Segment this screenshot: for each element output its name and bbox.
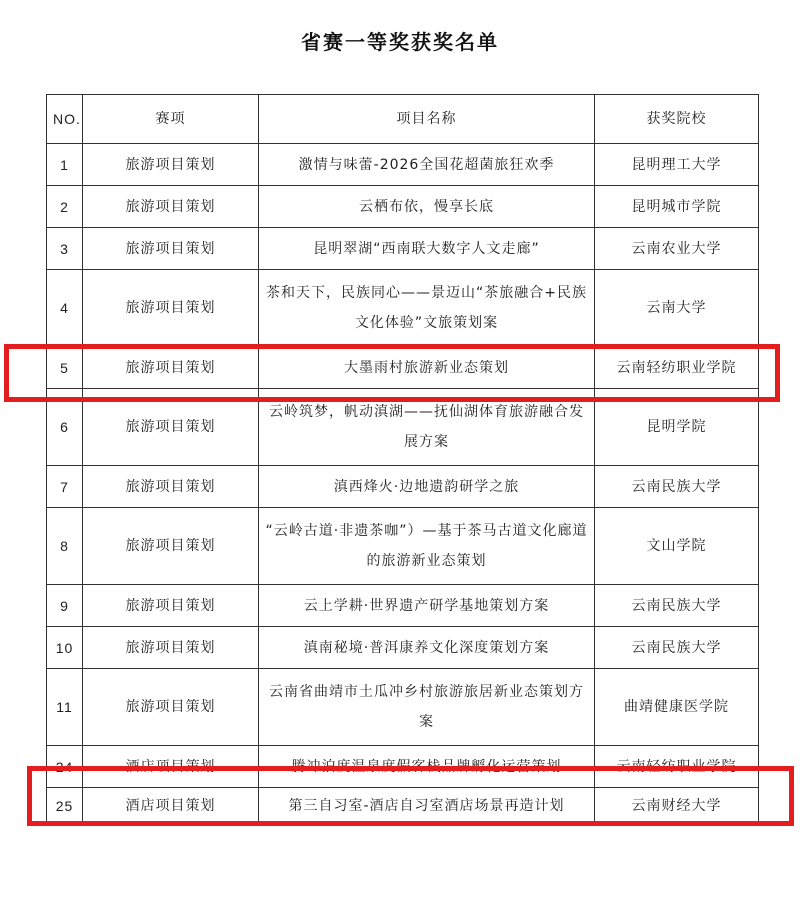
- cell-project: 云栖布依，慢享长底: [259, 186, 595, 228]
- cell-project: 茶和天下，民族同心——景迈山“茶旅融合+民族文化体验”文旅策划案: [259, 270, 595, 347]
- table-row: [47, 186, 759, 228]
- cell-event: 旅游项目策划: [83, 270, 259, 347]
- table-row: [47, 270, 759, 347]
- cell-no: 7: [47, 466, 83, 508]
- cell-event: 旅游项目策划: [83, 347, 259, 389]
- cell-school: 昆明城市学院: [595, 186, 759, 228]
- cell-event: 旅游项目策划: [83, 144, 259, 186]
- cell-event: 旅游项目策划: [83, 627, 259, 669]
- award-table: [46, 94, 759, 825]
- cell-school: 昆明学院: [595, 389, 759, 466]
- cell-no: 10: [47, 627, 83, 669]
- cell-project: 滇西烽火·边地遗韵研学之旅: [259, 466, 595, 508]
- table-header-row: [47, 95, 759, 144]
- page-title: 省赛一等奖获奖名单: [301, 30, 499, 54]
- cell-project: 激情与味蕾-2026全国花超菌旅狂欢季: [259, 144, 595, 186]
- cell-project: 大墨雨村旅游新业态策划: [259, 347, 595, 389]
- cell-event: 旅游项目策划: [83, 669, 259, 746]
- cell-no: 5: [47, 347, 83, 389]
- highlight-box-row-24: [27, 766, 794, 826]
- highlight-box-row-5: [4, 344, 780, 402]
- cell-no: 24: [47, 746, 83, 788]
- cell-school: 文山学院: [595, 508, 759, 585]
- cell-event: 旅游项目策划: [83, 508, 259, 585]
- cell-event: 酒店项目策划: [83, 746, 259, 788]
- header-no: NO.: [47, 95, 83, 144]
- cell-event: 旅游项目策划: [83, 228, 259, 270]
- cell-school: 云南民族大学: [595, 627, 759, 669]
- cell-project: 云上学耕·世界遗产研学基地策划方案: [259, 585, 595, 627]
- cell-school: 云南农业大学: [595, 228, 759, 270]
- cell-no: 11: [47, 669, 83, 746]
- cell-school: 云南大学: [595, 270, 759, 347]
- cell-project: 第三自习室-酒店自习室酒店场景再造计划: [259, 788, 595, 825]
- cell-project: 云岭筑梦，帆动滇湖——抚仙湖体育旅游融合发展方案: [259, 389, 595, 466]
- cell-event: 旅游项目策划: [83, 585, 259, 627]
- cell-event: 酒店项目策划: [83, 788, 259, 825]
- table-row: [47, 585, 759, 627]
- header-school: 获奖院校: [595, 95, 759, 144]
- cell-school: 云南轻纺职业学院: [595, 746, 759, 788]
- cell-project: “云岭古道·非遗茶咖”）—基于茶马古道文化廊道的旅游新业态策划: [259, 508, 595, 585]
- header-event: 赛项: [83, 95, 259, 144]
- cell-school: 曲靖健康医学院: [595, 669, 759, 746]
- cell-event: 旅游项目策划: [83, 466, 259, 508]
- cell-no: 6: [47, 389, 83, 466]
- cell-school: 云南民族大学: [595, 585, 759, 627]
- cell-project: 昆明翠湖“西南联大数字人文走廊”: [259, 228, 595, 270]
- cell-school: 云南轻纺职业学院: [595, 347, 759, 389]
- cell-event: 旅游项目策划: [83, 389, 259, 466]
- cell-no: 4: [47, 270, 83, 347]
- table-row: [47, 627, 759, 669]
- cell-no: 8: [47, 508, 83, 585]
- header-project: 项目名称: [259, 95, 595, 144]
- table-row: [47, 228, 759, 270]
- page-bottom-blank: [0, 860, 800, 920]
- table-row: [47, 508, 759, 585]
- cell-no: 3: [47, 228, 83, 270]
- cell-school: 云南民族大学: [595, 466, 759, 508]
- cell-project: 滇南秘境·普洱康养文化深度策划方案: [259, 627, 595, 669]
- table-row: [47, 144, 759, 186]
- cell-school: 昆明理工大学: [595, 144, 759, 186]
- cell-project: 腾冲泊度温泉度假客栈品牌孵化运营策划: [259, 746, 595, 788]
- table-row: [47, 669, 759, 746]
- cell-no: 1: [47, 144, 83, 186]
- cell-no: 25: [47, 788, 83, 825]
- cell-project: 云南省曲靖市土瓜冲乡村旅游旅居新业态策划方案: [259, 669, 595, 746]
- table-row: [47, 466, 759, 508]
- cell-no: 2: [47, 186, 83, 228]
- cell-event: 旅游项目策划: [83, 186, 259, 228]
- cell-no: 9: [47, 585, 83, 627]
- cell-school: 云南财经大学: [595, 788, 759, 825]
